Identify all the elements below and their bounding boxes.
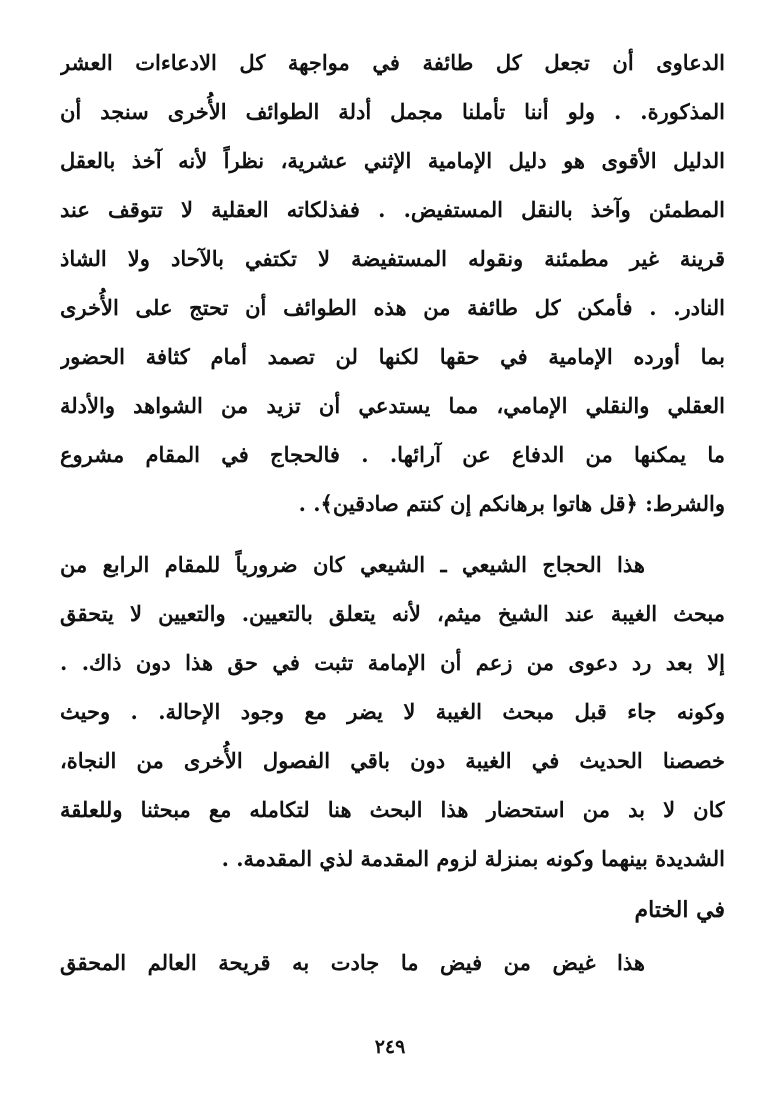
text-line: قرينة غير مطمئنة ونقوله المستفيضة لا تكتفي بالآحاد ولا الشاذ bbox=[60, 246, 725, 271]
page-number: ٢٤٩ bbox=[374, 1036, 406, 1058]
text-line: بما أورده الإمامية في حقها لكنها لن تصمد أمام كثافة الحضور bbox=[60, 344, 725, 369]
text-line: هذا الحجاج الشيعي ـ الشيعي كان ضرورياً للمقام الرابع من bbox=[60, 552, 645, 577]
text-line: الشديدة بينهما وكونه بمنزلة لزوم المقدمة لذي المقدمة. . bbox=[221, 846, 725, 871]
text-line: ما يمكنها من الدفاع عن آرائها. . فالحجاج في المقام مشروع bbox=[60, 442, 725, 467]
text-line: النادر. . فأمكن كل طائفة من هذه الطوائف أن تحتج على الأُخرى bbox=[60, 295, 725, 320]
text-line: وكونه جاء قبل مبحث الغيبة لا يضر مع وجود الإحالة. . وحيث bbox=[60, 699, 725, 724]
paragraph-1 bbox=[60, 38, 725, 528]
body-text bbox=[60, 38, 725, 987]
text-line: خصصنا الحديث في الغيبة دون باقي الفصول الأُخرى من النجاة، bbox=[60, 748, 725, 773]
text-line: المطمئن وآخذ بالنقل المستفيض. . ففذلكاته العقلية لا تتوقف عند bbox=[60, 197, 725, 222]
text-line: هذا غيض من فيض ما جادت به قريحة العالم المحقق bbox=[60, 950, 645, 975]
text-line: إلا بعد رد دعوى من زعم أن الإمامة تثبت في حق هذا دون ذاك. . bbox=[60, 650, 725, 675]
text-line: العقلي والنقلي الإمامي، مما يستدعي أن تزيد من الشواهد والأدلة bbox=[60, 393, 725, 418]
paragraph-2 bbox=[60, 540, 725, 883]
text-line: الدعاوى أن تجعل كل طائفة في مواجهة كل الادعاءات العشر bbox=[60, 50, 725, 75]
text-line: مبحث الغيبة عند الشيخ ميثم، لأنه يتعلق بالتعيين. والتعيين لا يتحقق bbox=[60, 601, 725, 626]
text-line: المذكورة. . ولو أننا تأملنا مجمل أدلة الطوائف الأُخرى سنجد أن bbox=[60, 99, 725, 124]
paragraph-gap bbox=[60, 528, 725, 540]
text-line: كان لا بد من استحضار هذا البحث هنا لتكامله مع مبحثنا وللعلقة bbox=[60, 797, 725, 822]
paragraph-3 bbox=[60, 938, 725, 987]
text-line: والشرط: ﴿قل هاتوا برهانكم إن كنتم صادقين﴾. . bbox=[298, 491, 725, 516]
text-line: الدليل الأقوى هو دليل الإمامية الإثني عشرية، نظراً لأنه آخذ بالعقل bbox=[60, 148, 725, 173]
section-heading: في الختام bbox=[634, 897, 725, 923]
